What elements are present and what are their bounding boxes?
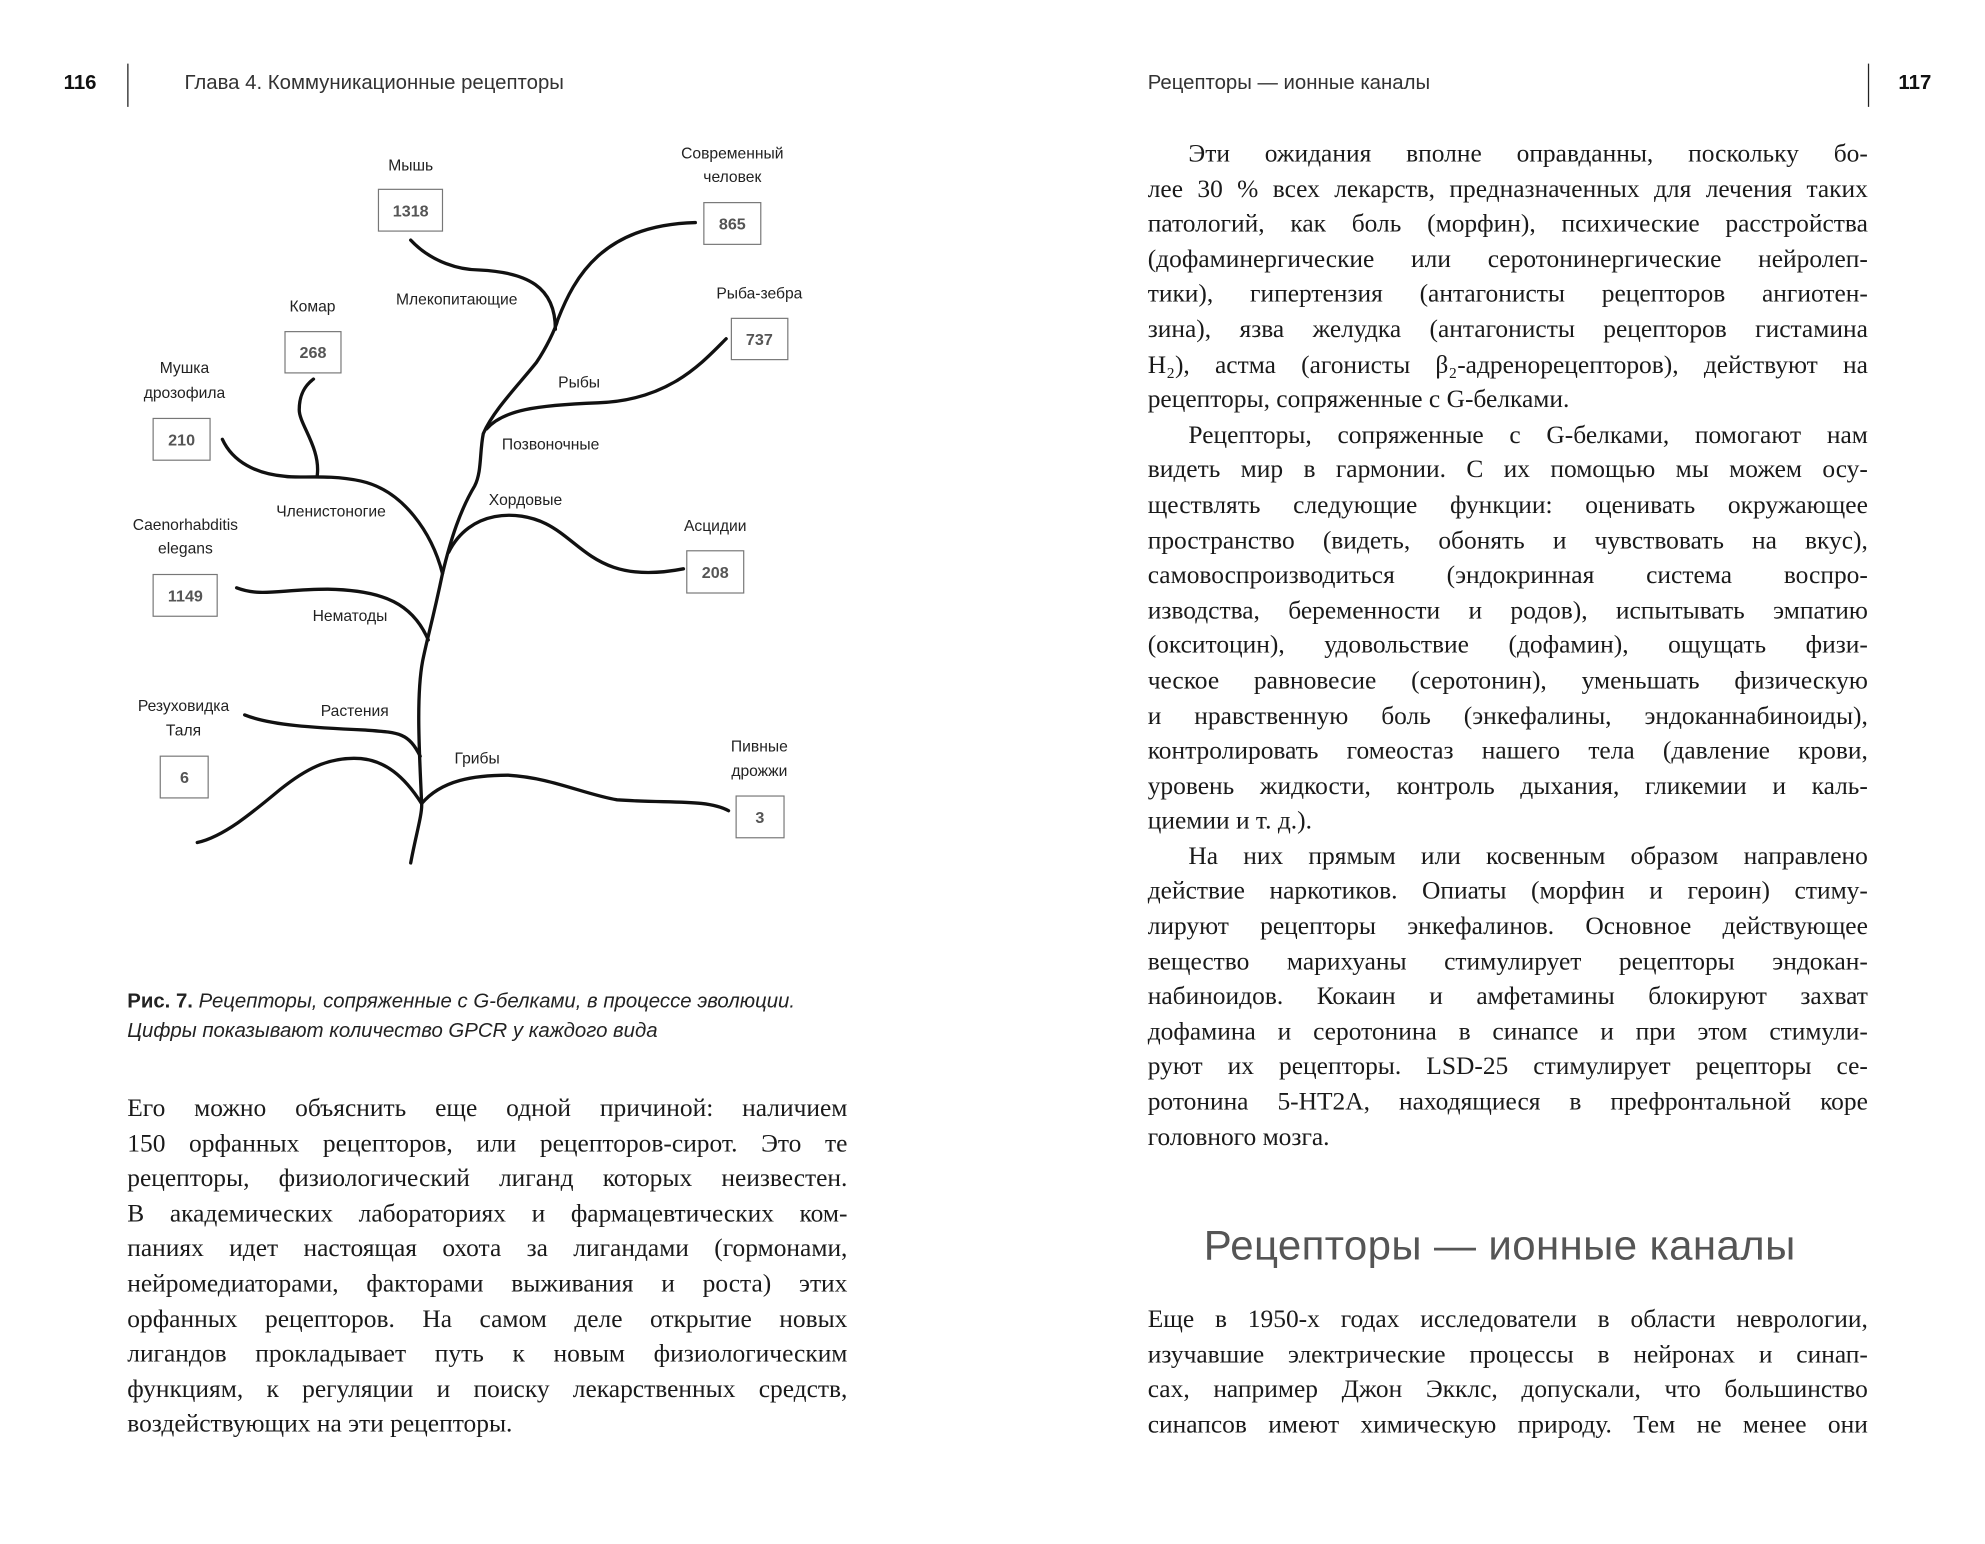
text-line: изводства, беременности и родов), испытывать эмпатию <box>1147 596 1868 625</box>
celegans-label-line2: elegans <box>157 540 213 558</box>
page-number-right: 117 <box>1898 72 1932 95</box>
text-line: тики), гипертензия (антагонисты рецепторов ангиотен- <box>1147 280 1868 309</box>
text-line: (окситоцин), удовольствие (дофамин), ощущать физи- <box>1147 631 1868 660</box>
celegans-count: 1149 <box>167 587 203 606</box>
text-line: лигандов прокладывает путь к новым физиологическим <box>127 1340 848 1369</box>
text-line: уровень жидкости, контроль дыхания, гликемии и каль- <box>1147 771 1868 800</box>
ascidians-count: 208 <box>701 563 729 582</box>
text-line: синапсов имеют химическую природу. Тем не менее они <box>1147 1410 1868 1439</box>
header-divider <box>1868 64 1869 107</box>
ascidians-label: Асцидии <box>683 517 747 535</box>
gpcr-evolution-tree-figure <box>0 0 1145 992</box>
yeast-count: 3 <box>755 809 765 828</box>
text-line: видеть мир в гармонии. С их помощью мы можем осу- <box>1147 455 1868 484</box>
text-line: Его можно объяснить еще одной причиной: наличием <box>127 1094 848 1123</box>
human-count: 865 <box>718 215 746 234</box>
text-line: дофамина и серотонина в синапсе и при этом стимули- <box>1147 1017 1868 1046</box>
caption-text: Рецепторы, сопряженные с G-белками, в процессе эволюции. Цифры показывают количество GPCR у каждого вида <box>127 991 796 1043</box>
text-line: Эти ожидания вполне оправданны, поскольку бо- <box>1188 139 1868 168</box>
text-line: вещество марихуаны стимулирует рецепторы эндокан- <box>1147 947 1868 976</box>
running-head-chapter: Глава 4. Коммуникационные рецепторы <box>184 72 564 95</box>
text-line: головного мозга. <box>1147 1123 1330 1152</box>
text-line: руют их рецепторы. LSD-25 стимулирует рецепторы се- <box>1147 1052 1868 1081</box>
text-line: В академических лабораториях и фармацевтических ком- <box>127 1199 848 1228</box>
text-line: рецепторы, физиологический лиганд которых неизвестен. <box>127 1164 848 1193</box>
figure-caption <box>127 987 852 1046</box>
arabidopsis-label-line2: Таля <box>165 722 202 740</box>
mouse-count: 1318 <box>392 202 429 221</box>
page-number-left: 116 <box>63 72 97 95</box>
mosquito-count: 268 <box>299 344 327 363</box>
clade-fish: Рыбы <box>558 374 601 392</box>
clade-vertebrates: Позвоночные <box>501 436 600 454</box>
right-body-text-2 <box>1148 1303 1868 1443</box>
text-line: изучавшие электрические процессы в нейронах и синап- <box>1147 1340 1868 1369</box>
text-line: орфанных рецепторов. На самом деле открытие новых <box>127 1304 848 1333</box>
text-line: самовоспроизводиться (эндокринная система воспро- <box>1147 561 1868 590</box>
text-line: воздействующих на эти рецепторы. <box>127 1410 513 1439</box>
running-head-section: Рецепторы — ионные каналы <box>1147 72 1431 95</box>
plants-branch <box>245 715 421 756</box>
text-line: циемии и т. д.). <box>1147 807 1313 836</box>
text-line: лее 30 % всех лекарств, предназначенных для лечения таких <box>1147 175 1868 204</box>
text-line: зина), язва желудка (антагонисты рецепторов гистамина <box>1147 315 1868 344</box>
text-line: Еще в 1950-х годах исследователи в области неврологии, <box>1147 1305 1868 1334</box>
text-line: пространство (видеть, обонять и чувствовать на вкус), <box>1147 526 1868 555</box>
drosophila-label-line2: дрозофила <box>143 385 226 403</box>
text-line: набиноидов. Кокаин и амфетамины блокируют захват <box>1147 982 1868 1011</box>
drosophila-count: 210 <box>168 431 196 450</box>
text-line: 150 орфанных рецепторов, или рецепторов-сирот. Это те <box>127 1129 848 1158</box>
text-line: патологий, как боль (морфин), психические расстройства <box>1147 210 1868 239</box>
text-line: сах, например Джон Экклс, допускали, что большинство <box>1147 1375 1868 1404</box>
clade-mammals: Млекопитающие <box>395 291 518 309</box>
yeast-label-line2: дрожжи <box>731 763 788 781</box>
left-body-text <box>127 1092 847 1443</box>
fungi-branch <box>422 775 729 811</box>
text-line: действие наркотиков. Опиаты (морфин и героин) стиму- <box>1147 877 1868 906</box>
text-line: ческое равновесие (серотонин), уменьшать физическую <box>1147 666 1868 695</box>
clade-plants: Растения <box>320 702 389 720</box>
mouse-label: Мышь <box>388 157 434 175</box>
text-line: Рецепторы, сопряженные с G-белками, помогают нам <box>1188 420 1868 449</box>
fish-branch <box>487 339 727 429</box>
clade-nematodes: Нематоды <box>312 607 388 625</box>
chordates-branch <box>449 515 684 572</box>
celegans-label-line1: Caenorhabditis <box>132 516 239 534</box>
human-label-line1: Современный <box>681 145 784 163</box>
text-line: нейромедиаторами, факторами выживания и роста) этих <box>127 1269 848 1298</box>
drosophila-label-line1: Мушка <box>159 359 210 377</box>
clade-fungi: Грибы <box>454 750 500 768</box>
text-line: ротонина 5-HT2A, находящиеся в префронтальной коре <box>1147 1087 1868 1116</box>
caption-label: Рис. 7. <box>127 991 193 1013</box>
yeast-label-line1: Пивные <box>730 738 788 756</box>
mosquito-label: Комар <box>289 298 336 316</box>
clade-arthropods: Членистоногие <box>276 503 386 521</box>
clade-chordates: Хордовые <box>488 491 563 509</box>
zebrafish-label: Рыба-зебра <box>716 285 803 303</box>
text-line: На них прямым или косвенным образом направлено <box>1188 842 1868 871</box>
text-line: (дофаминергические или серотонинергические нейролеп- <box>1147 245 1868 274</box>
zebrafish-count: 737 <box>745 330 773 349</box>
human-label-line2: человек <box>703 169 762 187</box>
section-heading: Рецепторы — ионные каналы <box>1203 1221 1796 1269</box>
right-body-text <box>1148 137 1868 1155</box>
text-line: рецепторы, сопряженные с G-белками. <box>1147 385 1570 414</box>
arabidopsis-count: 6 <box>179 769 189 788</box>
mammals-branch <box>411 240 556 329</box>
text-line: контролировать гомеостаз нашего тела (давление крови, <box>1147 736 1868 765</box>
text-line: H₂), астма (агонисты β₂-адренорецепторов), действуют на <box>1147 350 1868 379</box>
mosquito-branch <box>299 379 317 475</box>
arabidopsis-label-line1: Резуховидка <box>137 698 230 716</box>
text-line: паниях идет настоящая охота за лигандами (гормонами, <box>127 1234 848 1263</box>
text-line: лируют рецепторы энкефалинов. Основное действующее <box>1147 912 1868 941</box>
text-line: и нравственную боль (энкефалины, эндоканнабиноиды), <box>1147 701 1868 730</box>
text-line: функциям, к регуляции и поиску лекарственных средств, <box>127 1375 848 1404</box>
text-line: ществлять следующие функции: оценивать окружающее <box>1147 491 1868 520</box>
basal-branch <box>197 758 421 842</box>
